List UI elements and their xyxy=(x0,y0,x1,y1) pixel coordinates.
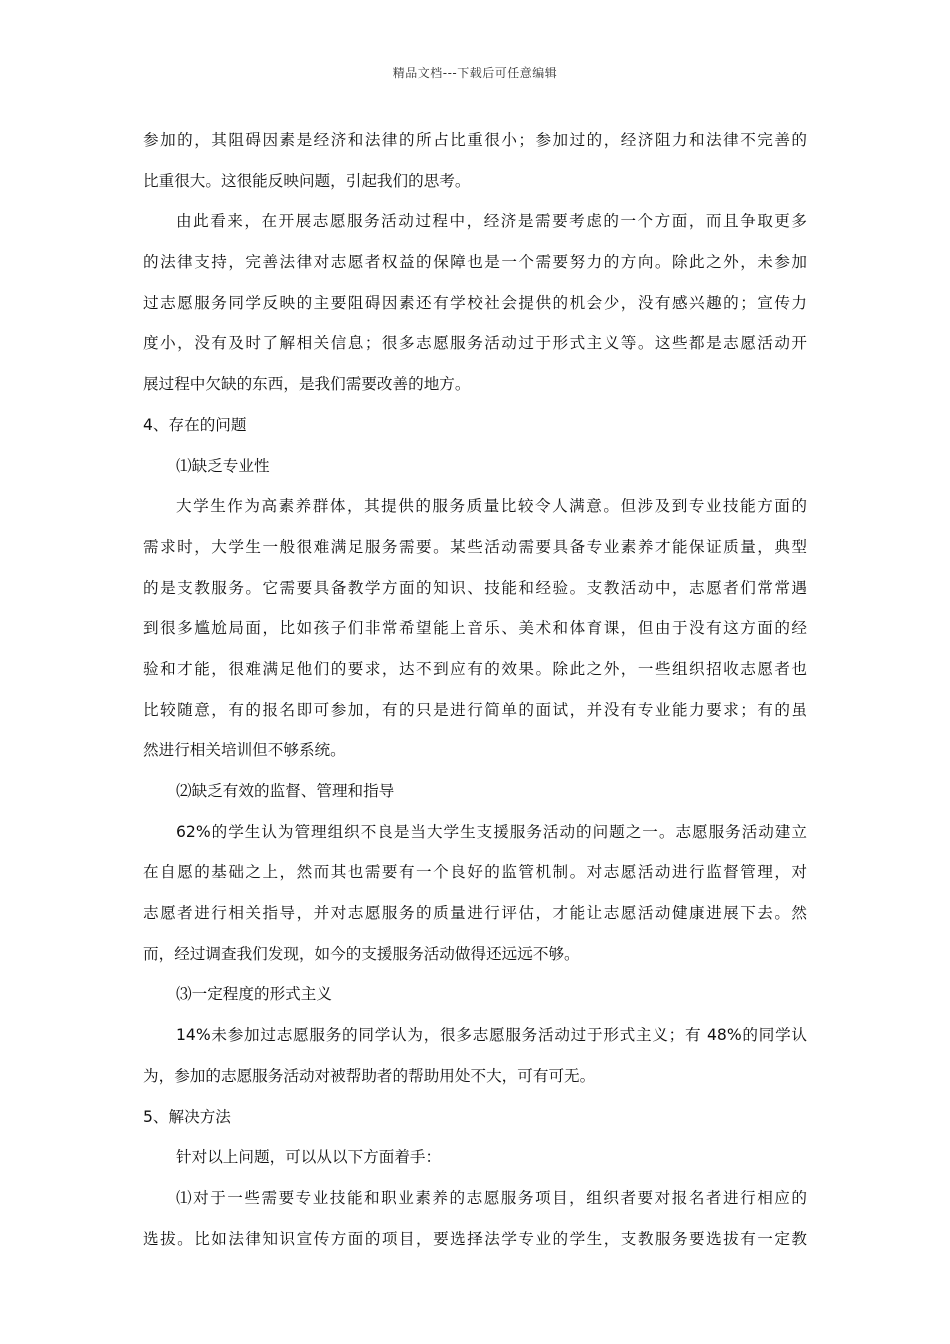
text-line: 需求时，大学生一般很难满足服务需要。某些活动需要具备专业素养才能保证质量，典型 xyxy=(143,537,807,556)
text-line: 62%的学生认为管理组织不良是当大学生支援服务活动的问题之一。志愿服务活动建立 xyxy=(176,822,807,841)
text-line: 验和才能，很难满足他们的要求，达不到应有的效果。除此之外，一些组织招收志愿者也 xyxy=(143,659,807,678)
text-line: 比重很大。这很能反映问题，引起我们的思考。 xyxy=(143,171,471,190)
text-line: 在自愿的基础之上，然而其也需要有一个良好的监管机制。对志愿活动进行监督管理，对 xyxy=(143,863,807,882)
text-line: 而，经过调查我们发现，如今的支援服务活动做得还远远不够。 xyxy=(143,944,580,963)
text-line: 选拔。比如法律知识宣传方面的项目，要选择法学专业的学生，支教服务要选拔有一定教 xyxy=(143,1229,807,1248)
text-line: 度小，没有及时了解相关信息；很多志愿服务活动过于形式主义等。这些都是志愿活动开 xyxy=(143,334,807,353)
text-line: 针对以上问题，可以从以下方面着手： xyxy=(176,1148,442,1167)
text-line: 参加的，其阻碍因素是经济和法律的所占比重很小；参加过的，经济阻力和法律不完善的 xyxy=(143,131,807,149)
text-line: 14%未参加过志愿服务的同学认为，很多志愿服务活动过于形式主义；有 48%的同学认 xyxy=(176,1026,807,1045)
text-line: 过志愿服务同学反映的主要阻碍因素还有学校社会提供的机会少，没有感兴趣的；宣传力 xyxy=(143,293,807,312)
text-line: 志愿者进行相关指导，并对志愿服务的质量进行评估，才能让志愿活动健康进展下去。然 xyxy=(143,904,807,923)
text-line: 为，参加的志愿服务活动对被帮助者的帮助用处不大，可有可无。 xyxy=(143,1066,596,1085)
text-line: 到很多尴尬局面，比如孩子们非常希望能上音乐、美术和体育课，但由于没有这方面的经 xyxy=(143,619,807,638)
text-line: ⑴缺乏专业性 xyxy=(176,456,270,475)
text-line: 的是支教服务。它需要具备教学方面的知识、技能和经验。支教活动中，志愿者们常常遇 xyxy=(143,578,807,597)
text-line: ⑴对于一些需要专业技能和职业素养的志愿服务项目，组织者要对报名者进行相应的 xyxy=(176,1188,807,1207)
page-header: 精品文档---下载后可任意编辑 xyxy=(392,66,558,80)
document-body xyxy=(143,120,807,1259)
text-line: ⑶一定程度的形式主义 xyxy=(176,985,332,1004)
text-line: 比较随意，有的报名即可参加，有的只是进行简单的面试，并没有专业能力要求；有的虽 xyxy=(143,700,807,719)
text-line: 然进行相关培训但不够系统。 xyxy=(143,741,346,760)
text-line: ⑵缺乏有效的监督、管理和指导 xyxy=(176,782,395,800)
text-line: 展过程中欠缺的东西，是我们需要改善的地方。 xyxy=(143,375,471,394)
text-line: 5、解决方法 xyxy=(143,1107,231,1126)
text-line: 大学生作为高素养群体，其提供的服务质量比较令人满意。但涉及到专业技能方面的 xyxy=(176,497,807,516)
text-line: 4、存在的问题 xyxy=(143,415,247,434)
text-line: 的法律支持，完善法律对志愿者权益的保障也是一个需要努力的方向。除此之外，未参加 xyxy=(143,253,807,272)
text-line: 由此看来，在开展志愿服务活动过程中，经济是需要考虑的一个方面，而且争取更多 xyxy=(176,212,807,231)
